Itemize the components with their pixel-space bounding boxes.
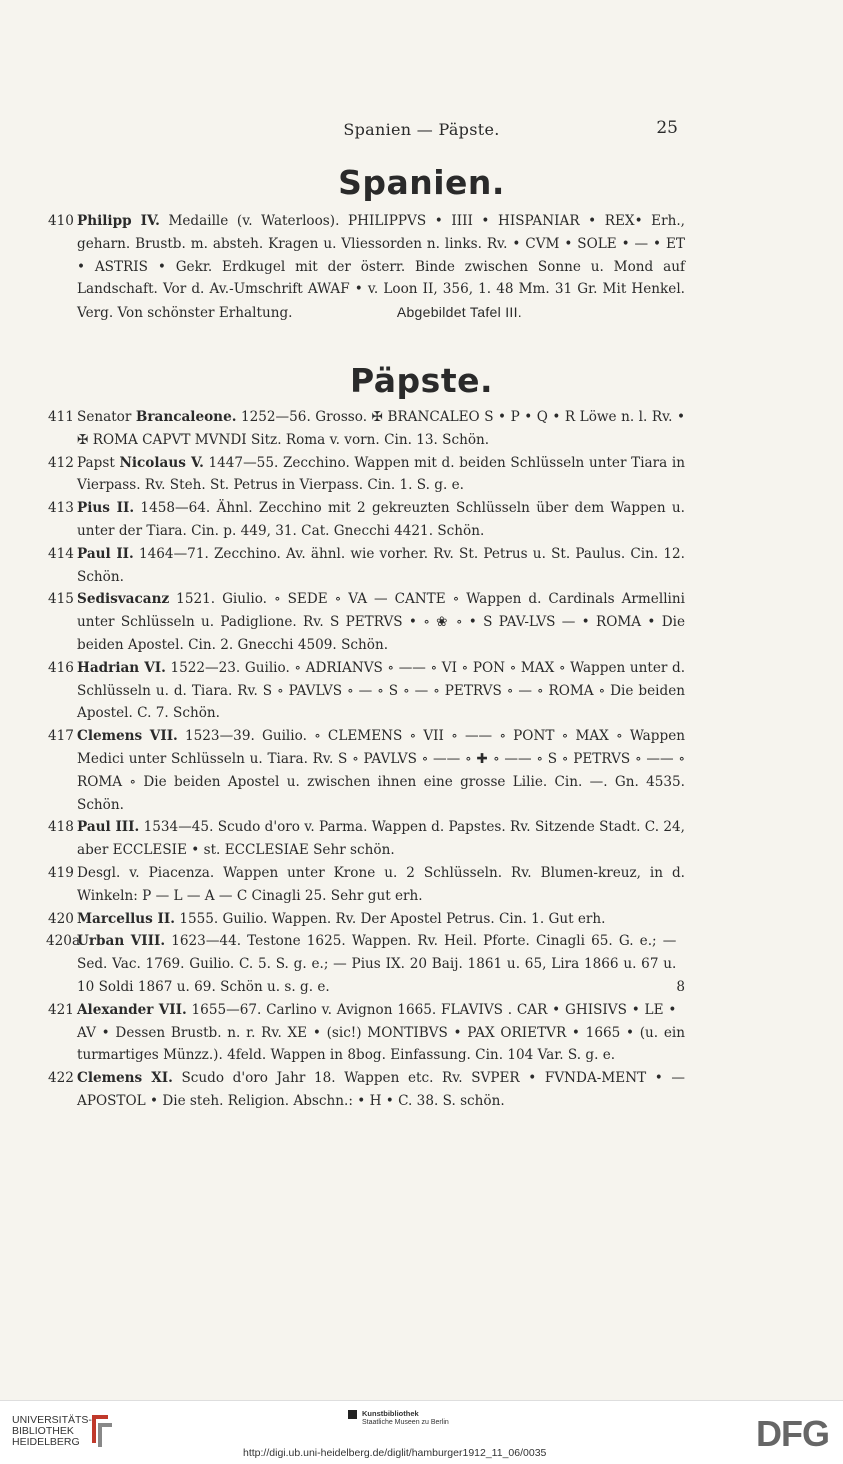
entry-text: 1521. Giulio. ∘ SEDE ∘ VA — CANTE ∘ Wappen d. Cardinals Armellini unter Schlüsseln u. Padiglione. Rv. S PETRVS • ∘ ❀ ∘ • S PAV-LVS — • ROMA • Die beiden Apostel. Cin. 2. Gnecchi 4509. Schön. bbox=[77, 591, 685, 653]
catalog-entry bbox=[48, 862, 685, 908]
catalog-entry bbox=[48, 210, 685, 325]
entry-price: 8 bbox=[676, 979, 685, 996]
entry-number: 410 bbox=[48, 213, 74, 229]
entry-number: 418 bbox=[48, 819, 74, 836]
entry-name: Hadrian VI. bbox=[77, 659, 166, 676]
entry-number: 416 bbox=[48, 659, 74, 676]
entry-text: 1623—44. Testone 1625. Wappen. Rv. Heil. Pforte. Cinagli 65. G. e.; — Sed. Vac. 1769. Guilio. C. 5. S. g. e.; — Pius IX. 20 Baij. 1861 u. 65, Lira 1866 u. 67 u. 10 Soldi 1867 u. 69. Schön u. s. g. e. bbox=[77, 933, 677, 995]
entry-text: Desgl. v. Piacenza. Wappen unter Krone u. 2 Schlüsseln. Rv. Blumen-kreuz, in d. Winkeln: P — L — A — C Cinagli 25. Sehr gut erh. bbox=[77, 864, 685, 904]
section-title-paepste: Päpste. bbox=[349, 361, 494, 400]
entry-text: 1252—56. Grosso. ✠ BRANCALEO S • P • Q • R Löwe n. l. Rv. • ✠ ROMA CAPVT MVNDI Sitz. Roma v. vorn. Cin. 13. Schön. bbox=[77, 409, 685, 448]
entry-text: 1534—45. Scudo d'oro v. Parma. Wappen d. Papstes. Rv. Sitzende Stadt. C. 24, aber ECCLESIE • st. ECCLESIAE Sehr schön. bbox=[77, 819, 685, 859]
entry-number: 417 bbox=[48, 728, 74, 745]
page-number: 25 bbox=[656, 118, 678, 138]
library-name-line: UNIVERSITÄTS- bbox=[12, 1414, 92, 1426]
footer-bar bbox=[0, 1400, 843, 1464]
entry-name: Alexander VII. bbox=[77, 1001, 187, 1018]
entry-number: 421 bbox=[48, 1001, 74, 1018]
entry-text: 1655—67. Carlino v. Avignon 1665. FLAVIVS . CAR • GHISIVS • LE • AV • Dessen Brustb. n. r. Rv. XE • (sic!) MONTIBVS • PAX ORIETVR • 1665 • (u. ein turmartiges Münzz.). 4feld. Wappen in 8bog. Einfassung. Cin. 104 Var. S. g. e. bbox=[77, 1001, 685, 1064]
entry-name: Paul III. bbox=[77, 819, 140, 836]
entry-name: Sedisvacanz bbox=[77, 591, 170, 608]
catalog-entry bbox=[48, 543, 685, 589]
section-title-spanien: Spanien. bbox=[338, 163, 505, 202]
entry-number: 413 bbox=[48, 500, 74, 517]
entry-number: 419 bbox=[48, 864, 74, 881]
entry-name: Clemens XI. bbox=[77, 1070, 173, 1087]
entry-name: Brancaleone. bbox=[135, 409, 237, 425]
entry-number: 415 bbox=[48, 591, 74, 608]
kb-subtitle: Staatliche Museen zu Berlin bbox=[362, 1419, 449, 1426]
entry-name: Paul II. bbox=[77, 545, 134, 562]
library-logo-icon bbox=[86, 1409, 116, 1449]
entry-number: 411 bbox=[48, 409, 74, 425]
entry-text: 1458—64. Ähnl. Zecchino mit 2 gekreuzten Schlüsseln über dem Wappen u. unter der Tiara. Cin. p. 449, 31. Cat. Gnecchi 4421. Schön. bbox=[77, 500, 685, 539]
catalog-entry bbox=[48, 1067, 685, 1113]
dfg-logo[interactable]: DFG bbox=[756, 1413, 829, 1454]
entry-name: Pius II. bbox=[77, 500, 135, 517]
spanien-entries bbox=[48, 210, 685, 325]
entry-text: 1464—71. Zecchino. Av. ähnl. wie vorher. Rv. St. Petrus u. St. Paulus. Cin. 12. Schön. bbox=[77, 545, 685, 585]
catalog-entry bbox=[48, 725, 685, 816]
plate-note: Abgebildet Tafel III. bbox=[396, 304, 522, 321]
entry-name: Marcellus II. bbox=[77, 910, 175, 927]
kunstbibliothek-logo[interactable] bbox=[348, 1409, 449, 1427]
entry-prefix: Papst bbox=[77, 454, 120, 471]
catalog-entry bbox=[48, 999, 685, 1067]
entry-number: 420a bbox=[46, 933, 81, 950]
catalog-entry bbox=[48, 908, 685, 931]
entry-name: Clemens VII. bbox=[77, 728, 178, 745]
library-name-line: HEIDELBERG bbox=[12, 1436, 80, 1448]
catalog-entry bbox=[48, 406, 685, 452]
entry-name: Nicolaus V. bbox=[119, 454, 204, 471]
entry-number: 420 bbox=[48, 910, 74, 927]
catalog-entry bbox=[48, 657, 685, 725]
entry-number: 412 bbox=[48, 454, 74, 471]
entry-text: 1523—39. Guilio. ∘ CLEMENS ∘ VII ∘ —— ∘ PONT ∘ MAX ∘ Wappen Medici unter Schlüsseln u. Tiara. Rv. S ∘ PAVLVS ∘ —— ∘ ✚ ∘ —— ∘ S ∘ PETRVS ∘ —— ∘ ROMA ∘ Die beiden Apostel u. zwischen ihnen eine grosse Lilie. Cin. —. Gn. 4535. Schön. bbox=[77, 728, 685, 813]
paepste-entries bbox=[48, 406, 685, 1113]
catalog-entry bbox=[48, 497, 685, 543]
catalog-entry bbox=[48, 816, 685, 862]
kb-name: Kunstbibliothek bbox=[362, 1409, 419, 1418]
entry-text: Medaille (v. Waterloos). PHILIPPVS • IIII • HISPANIAR • REX• Erh., geharn. Brustb. m. absteh. Kragen u. Vliessorden n. links. Rv. • CVM • SOLE • — • ET • ASTRIS • Gekr. Erdkugel mit der österr. Binde zwischen Sonne u. Mond auf Landschaft. Vor d. Av.-Umschrift AWAF • v. Loon II, 356, 1. 48 Mm. 31 Gr. Mit Henkel. Verg. Von schönster Erhaltung. bbox=[77, 213, 686, 322]
entry-name: Urban VIII. bbox=[77, 933, 166, 950]
source-url[interactable]: http://digi.ub.uni-heidelberg.de/diglit/hamburger1912_11_06/0035 bbox=[243, 1447, 547, 1459]
catalog-entry bbox=[48, 588, 685, 656]
library-name-line: BIBLIOTHEK bbox=[12, 1425, 74, 1437]
entry-text: Scudo d'oro Jahr 18. Wappen etc. Rv. SVPER • FVNDA-MENT • — APOSTOL • Die steh. Religion. Abschn.: • H • C. 38. S. schön. bbox=[77, 1070, 685, 1109]
entry-text: 1555. Guilio. Wappen. Rv. Der Apostel Petrus. Cin. 1. Gut erh. bbox=[175, 910, 606, 927]
entry-number: 414 bbox=[48, 545, 74, 562]
catalog-entry bbox=[48, 930, 685, 998]
entry-text: 1447—55. Zecchino. Wappen mit d. beiden Schlüsseln unter Tiara in Vierpass. Rv. Steh. St. Petrus in Vierpass. Cin. 1. S. g. e. bbox=[77, 454, 685, 494]
entry-prefix: Senator bbox=[77, 409, 136, 425]
entry-text: 1522—23. Guilio. ∘ ADRIANVS ∘ —— ∘ VI ∘ PON ∘ MAX ∘ Wappen unter d. Schlüsseln u. d. Tiara. Rv. S ∘ PAVLVS ∘ — ∘ S ∘ — ∘ PETRVS ∘ — ∘ ROMA ∘ Die beiden Apostel. C. 7. Schön. bbox=[77, 659, 686, 722]
running-head: Spanien — Päpste. bbox=[343, 120, 500, 139]
catalog-entry bbox=[48, 452, 685, 498]
entry-number: 422 bbox=[48, 1070, 74, 1087]
library-logo[interactable] bbox=[12, 1415, 92, 1448]
kunstbibliothek-icon bbox=[348, 1410, 357, 1419]
entry-name: Philipp IV. bbox=[77, 213, 160, 229]
